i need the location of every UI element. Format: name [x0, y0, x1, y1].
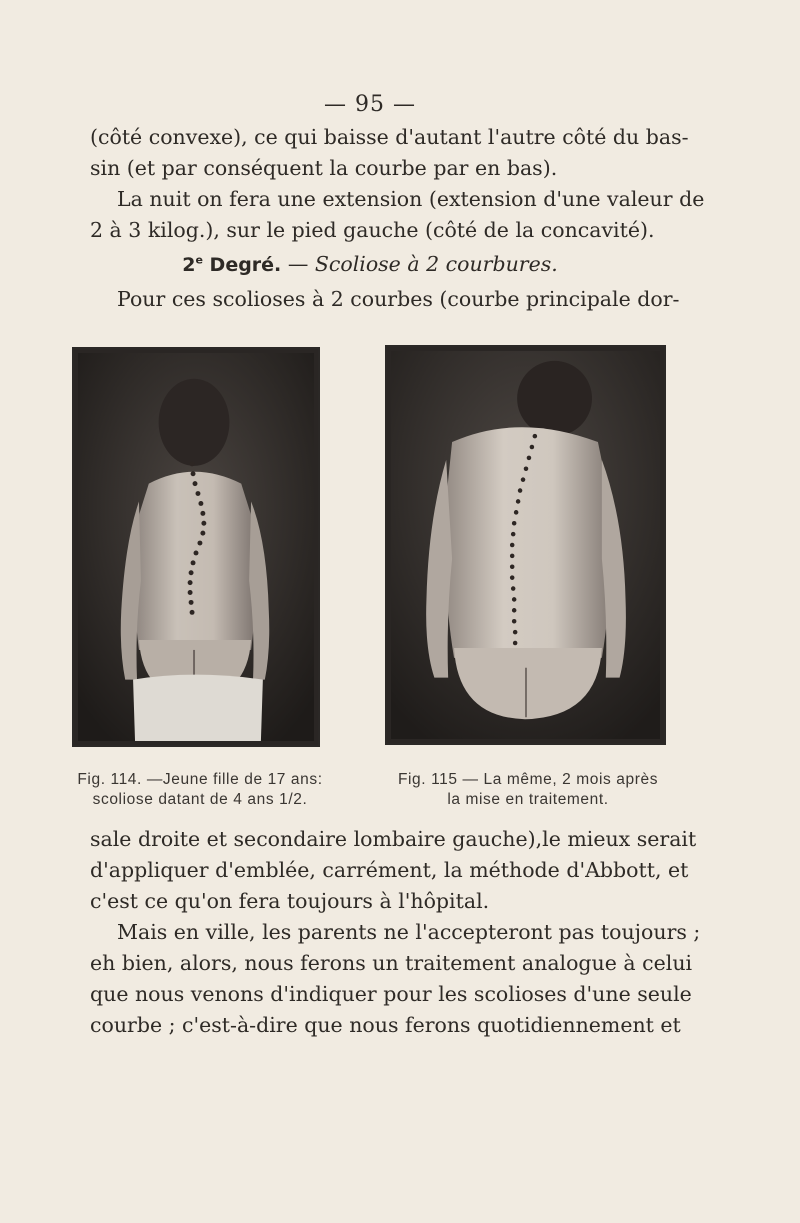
text-line: 2 à 3 kilog.), sur le pied gauche (côté de la concavité).	[90, 218, 655, 242]
figure-115-photo	[385, 345, 666, 745]
text-line: c'est ce qu'on fera toujours à l'hôpital.	[90, 889, 490, 913]
text-line: courbe ; c'est-à-dire que nous ferons quotidiennement et	[90, 1013, 681, 1037]
text-line: sale droite et secondaire lombaire gauche),le mieux serait	[90, 827, 697, 851]
text-line: eh bien, alors, nous ferons un traitement analogue à celui	[90, 951, 693, 975]
text-line: Pour ces scolioses à 2 courbes (courbe principale dor-	[117, 287, 680, 311]
body-paragraph	[90, 824, 701, 1041]
text-line: La nuit on fera une extension (extension d'une valeur de	[117, 187, 705, 211]
caption-line: la mise en traitement.	[447, 791, 609, 808]
heading-title: Scoliose à 2 courbures.	[314, 252, 558, 276]
text-line: sin (et par conséquent la courbe par en bas).	[90, 156, 558, 180]
text-line: (côté convexe), ce qui baisse d'autant l'autre côté du bas-	[90, 125, 689, 149]
figure-114-photo	[72, 347, 320, 747]
text-line: Mais en ville, les parents ne l'accepteront pas toujours ;	[117, 920, 701, 944]
caption-line: scoliose datant de 4 ans 1/2.	[92, 791, 308, 808]
intro-paragraph	[90, 122, 705, 246]
degree-label: 2e Degré.	[182, 253, 282, 276]
pre-figure-paragraph	[90, 284, 680, 315]
heading-dash: —	[287, 252, 309, 276]
text-line: que nous venons d'indiquer pour les scolioses d'une seule	[90, 982, 692, 1006]
text-line: d'appliquer d'emblée, carrément, la méthode d'Abbott, et	[90, 858, 689, 882]
caption-line: Fig. 114. —Jeune fille de 17 ans:	[77, 771, 323, 788]
caption-line: Fig. 115 — La même, 2 mois après	[397, 771, 659, 788]
figure-115-caption	[378, 770, 678, 810]
page-number: — 95 —	[324, 92, 416, 117]
figure-114-caption	[60, 770, 340, 810]
section-heading	[90, 252, 650, 276]
